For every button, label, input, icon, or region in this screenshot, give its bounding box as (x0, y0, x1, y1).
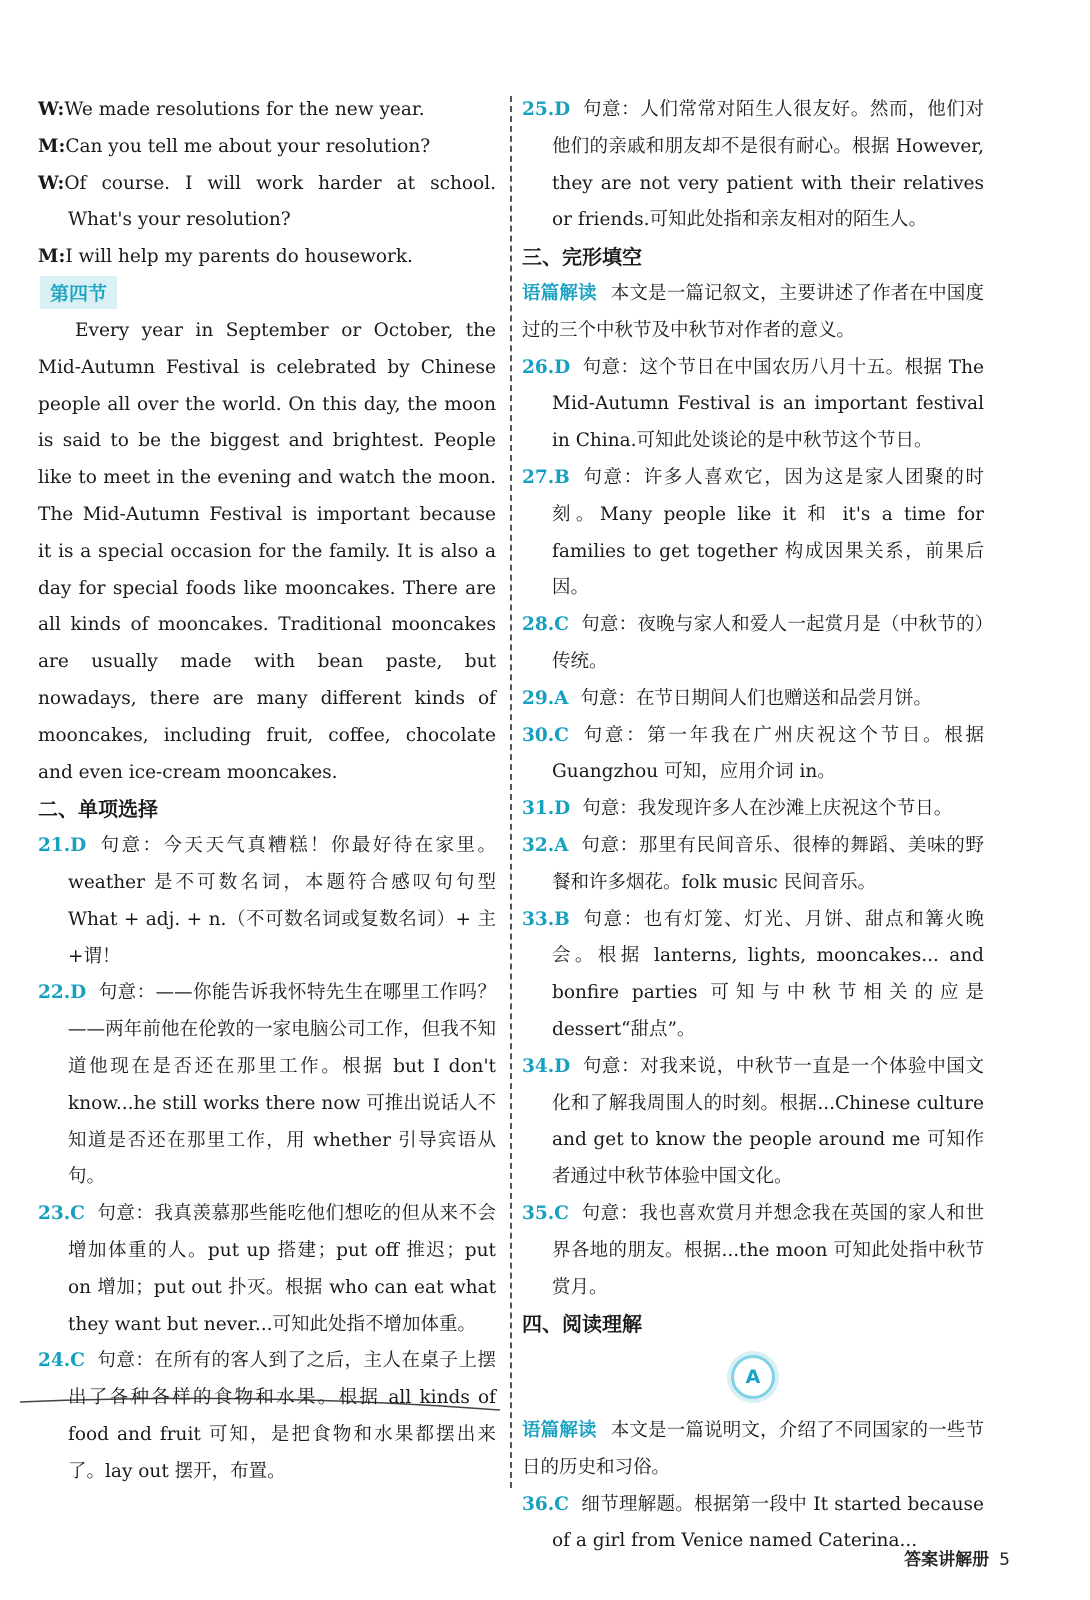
dialogue-text: I will help my parents do housework. (65, 246, 413, 268)
answer-number: 24.C (38, 1350, 85, 1372)
answer-text: 句意：许多人喜欢它，因为这是家人团聚的时刻。Many people like it 和 it's a time for families to get together 构成因果关系，前果后因。 (552, 466, 984, 599)
answer-item (522, 607, 984, 681)
answer-item (522, 828, 984, 902)
answer-list-right (522, 350, 984, 1307)
reading-label: 语篇解读 (522, 1420, 597, 1442)
answer-item (522, 902, 984, 1049)
dialogue-line: W:Of course. I will work harder at school. What's your resolution? (38, 172, 496, 231)
answer-item (38, 828, 496, 975)
answer-text: 句意：我也喜欢赏月并想念我在英国的家人和世界各地的朋友。根据...the moon 可知此处指中秋节赏月。 (552, 1202, 984, 1298)
answer-text: 句意：也有灯笼、灯光、月饼、甜点和篝火晚会。根据 lanterns, lights, mooncakes... and bonfire parties 可知与中秋节相关的应是 dessert“甜点”。 (552, 908, 984, 1040)
answer-number: 30.C (522, 724, 569, 746)
answer-number: 25.D (522, 99, 571, 120)
answer-item (522, 1196, 984, 1306)
answer-text: 句意：在所有的客人到了之后，主人在桌子上摆出了各种各样的食物和水果。根据 all kinds of food and fruit 可知，是把食物和水果都摆出来了。lay out 摆开，布置。 (68, 1350, 496, 1482)
answer-number: 31.D (522, 798, 571, 820)
answer-list-left (38, 828, 496, 1490)
right-column (522, 92, 984, 1560)
speaker: M (38, 246, 59, 268)
answer-item (522, 350, 984, 460)
answer-number: 22.D (38, 982, 87, 1004)
page-footer (904, 1545, 1010, 1570)
dialogue-text: Can you tell me about your resolution? (65, 135, 431, 157)
section-title-reading: 四、阅读理解 (522, 1312, 642, 1337)
dialogue-text: We made resolutions for the new year. (64, 99, 425, 120)
answer-item (522, 791, 984, 828)
answer-number: 36.C (522, 1493, 569, 1515)
reading-summary (522, 276, 984, 350)
dialogue (38, 92, 496, 276)
section-title-single-choice: 二、单项选择 (38, 797, 158, 822)
answer-number: 28.C (522, 614, 569, 636)
answer-number: 35.C (522, 1202, 569, 1224)
dialogue-text: Of course. I will work harder at school. What's your resolution? (64, 172, 496, 231)
answer-item (38, 975, 496, 1196)
dialogue-line: M:Can you tell me about your resolution? (38, 135, 431, 157)
answer-number: 27.B (522, 466, 570, 488)
answer-text: 句意：对我来说，中秋节一直是一个体验中国文化和了解我周围人的时刻。根据...Chinese culture and get to know the people around me 可知作者通过中秋节体验中国文化。 (552, 1055, 984, 1188)
answer-text: 句意：——你能告诉我怀特先生在哪里工作吗？——两年前他在伦敦的一家电脑公司工作，但我不知道他现在是否还在那里工作。根据 but I don't know...he still works there now 可推出说话人不知道是否还在那里工作，用 whether 引导宾语从句。 (68, 982, 496, 1188)
section-label-4: 第四节 (40, 276, 117, 309)
answer-text: 句意：这个节日在中国农历八月十五。根据 The Mid-Autumn Festival is an important festival in China.可知此处谈论的是中秋节这个节日。 (552, 356, 984, 452)
page-number: 5 (999, 1550, 1010, 1570)
answer-number: 23.C (38, 1203, 85, 1225)
passage-a-marker: A (731, 1355, 775, 1399)
footer-label: 答案讲解册 (904, 1550, 990, 1570)
answer-number: 29.A (522, 687, 569, 709)
answer-text: 句意：今天天气真糟糕！你最好待在家里。weather 是不可数名词，本题符合感叹句句型 What + adj. + n.（不可数名词或复数名词）+ 主+谓！ (68, 835, 496, 967)
answer-number: 34.D (522, 1055, 571, 1077)
answer-text: 句意：我发现许多人在沙滩上庆祝这个节日。 (582, 798, 953, 820)
reading-text: 本文是一篇说明文，介绍了不同国家的一些节日的历史和习俗。 (522, 1420, 984, 1478)
answer-number: 26.D (522, 356, 571, 378)
dialogue-line: M:I will help my parents do housework. (38, 246, 413, 268)
answer-item (522, 718, 984, 792)
answer-text: 句意：人们常常对陌生人很友好。然而，他们对他们的亲戚和朋友却不是很有耐心。根据 However, they are not very patient with their relatives or friends.可知此处指和亲友相对的陌生人。 (552, 99, 984, 231)
left-column (38, 92, 496, 1490)
speaker: W (38, 99, 58, 120)
answer-item (38, 1343, 496, 1490)
answer-text: 细节理解题。根据第一段中 It started because of a girl from Venice named Caterina... (552, 1493, 984, 1552)
section-title-cloze: 三、完形填空 (522, 245, 642, 270)
answer-item (522, 681, 984, 718)
answer-text: 句意：那里有民间音乐、很棒的舞蹈、美味的野餐和许多烟花。folk music 民间音乐。 (552, 834, 984, 893)
answer-text: 句意：我真羡慕那些能吃他们想吃的但从来不会增加体重的人。put up 搭建；put off 推迟；put on 增加；put out 扑灭。根据 who can eat what they want but never...可知此处指不增加体重。 (68, 1203, 496, 1335)
speaker: W (38, 172, 58, 194)
column-divider (510, 96, 512, 1488)
dialogue-line: W:We made resolutions for the new year. (38, 99, 425, 120)
answer-item (38, 1196, 496, 1343)
speaker: M (38, 135, 59, 157)
answer-number: 32.A (522, 834, 569, 856)
answer-text: 句意：在节日期间人们也赠送和品尝月饼。 (580, 687, 933, 709)
passage-text: Every year in September or October, the Mid-Autumn Festival is celebrated by Chinese people all over the world. On this day, the moon is said to be the biggest and brightest. People like to meet in the evening and watch the moon. The Mid-Autumn Festival is important because it is a special occasion for the family. It is also a day for special foods like mooncakes. There are all kinds of mooncakes. Traditional mooncakes are usually made with bean paste, but nowadays, there are many different kinds of mooncakes, including fruit, coffee, chocolate and even ice-cream mooncakes. (38, 319, 496, 783)
answer-text: 句意：夜晚与家人和爱人一起赏月是（中秋节的）传统。 (552, 614, 984, 672)
answer-number: 33.B (522, 908, 570, 930)
answer-item (522, 1049, 984, 1196)
answer-number: 21.D (38, 835, 87, 857)
answer-item (522, 460, 984, 607)
reading-label: 语篇解读 (522, 282, 597, 304)
answer-text: 句意：第一年我在广州庆祝这个节日。根据 Guangzhou 可知，应用介词 in。 (552, 724, 984, 783)
reading-text: 本文是一篇记叙文，主要讲述了作者在中国度过的三个中秋节及中秋节对作者的意义。 (522, 282, 984, 341)
reading-summary-2 (522, 1413, 984, 1487)
answer-item (522, 92, 984, 239)
